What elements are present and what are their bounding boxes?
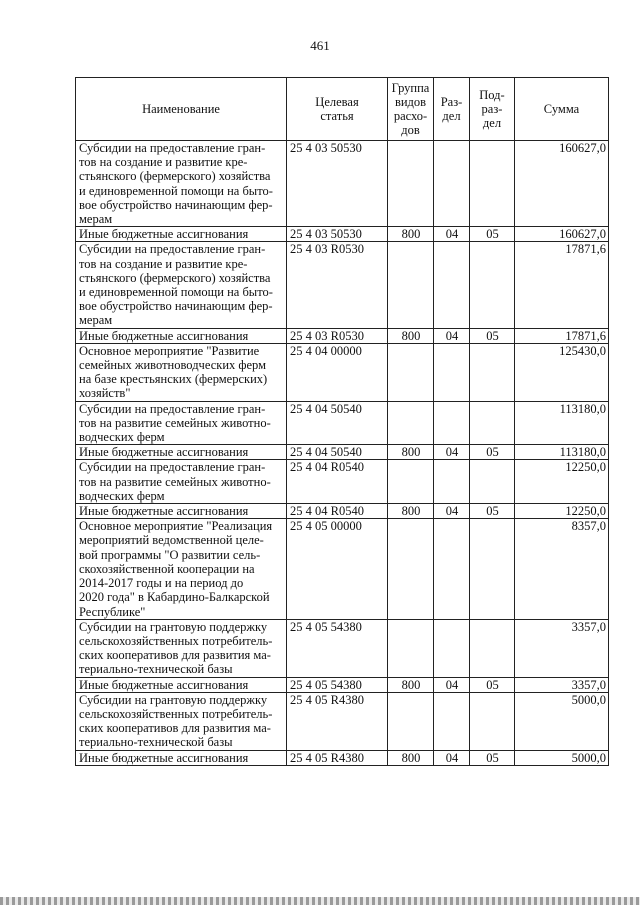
table-row	[76, 519, 609, 619]
row-target-article-cell: 25 4 05 54380	[287, 619, 388, 677]
row-section-cell	[434, 619, 470, 677]
row-subsection-cell: 05	[470, 750, 515, 765]
row-name-cell: Иные бюджетные ассигнования	[76, 227, 287, 242]
row-section-cell: 04	[434, 227, 470, 242]
row-name-cell: Иные бюджетные ассигнования	[76, 445, 287, 460]
row-expense-group-cell	[388, 460, 434, 504]
header-section: Раз- дел	[434, 78, 470, 141]
row-subsection-cell: 05	[470, 445, 515, 460]
table-row	[76, 401, 609, 445]
row-expense-group-cell: 800	[388, 677, 434, 692]
row-subsection-cell	[470, 401, 515, 445]
row-subsection-cell: 05	[470, 227, 515, 242]
row-expense-group-cell	[388, 692, 434, 750]
row-name-cell: Субсидии на предоставление гран- тов на создание и развитие кре- стьянского (фермерского) хозяйства и единовременной помощи на быто- вое обустройство начинающим фер- мерам	[76, 141, 287, 227]
row-subsection-cell	[470, 692, 515, 750]
row-subsection-cell	[470, 343, 515, 401]
table-row	[76, 677, 609, 692]
row-sum-cell: 5000,0	[515, 750, 609, 765]
table-row	[76, 460, 609, 504]
row-section-cell	[434, 692, 470, 750]
row-sum-cell: 113180,0	[515, 401, 609, 445]
row-subsection-cell	[470, 460, 515, 504]
row-target-article-cell: 25 4 04 00000	[287, 343, 388, 401]
row-sum-cell: 12250,0	[515, 504, 609, 519]
row-name-cell: Иные бюджетные ассигнования	[76, 677, 287, 692]
row-target-article-cell: 25 4 03 50530	[287, 141, 388, 227]
row-expense-group-cell	[388, 242, 434, 328]
row-sum-cell: 17871,6	[515, 242, 609, 328]
row-target-article-cell: 25 4 04 50540	[287, 401, 388, 445]
row-subsection-cell: 05	[470, 677, 515, 692]
table-row	[76, 750, 609, 765]
row-subsection-cell: 05	[470, 504, 515, 519]
row-section-cell: 04	[434, 750, 470, 765]
row-section-cell	[434, 401, 470, 445]
row-section-cell	[434, 460, 470, 504]
page-bottom-edge	[0, 897, 640, 905]
row-sum-cell: 160627,0	[515, 141, 609, 227]
table-row	[76, 445, 609, 460]
table-row	[76, 227, 609, 242]
row-section-cell	[434, 519, 470, 619]
row-sum-cell: 3357,0	[515, 677, 609, 692]
row-sum-cell: 12250,0	[515, 460, 609, 504]
header-expense-group: Группа видов расхо- дов	[388, 78, 434, 141]
row-expense-group-cell	[388, 141, 434, 227]
row-target-article-cell: 25 4 05 00000	[287, 519, 388, 619]
row-name-cell: Иные бюджетные ассигнования	[76, 750, 287, 765]
row-section-cell: 04	[434, 677, 470, 692]
row-target-article-cell: 25 4 04 R0540	[287, 504, 388, 519]
budget-table	[75, 77, 609, 766]
row-name-cell: Основное мероприятие "Развитие семейных животноводческих ферм на базе крестьянских (фермерских) хозяйств"	[76, 343, 287, 401]
row-sum-cell: 17871,6	[515, 328, 609, 343]
page-number: 461	[310, 38, 330, 53]
row-sum-cell: 125430,0	[515, 343, 609, 401]
row-expense-group-cell: 800	[388, 750, 434, 765]
row-expense-group-cell	[388, 619, 434, 677]
row-expense-group-cell: 800	[388, 445, 434, 460]
row-target-article-cell: 25 4 04 R0540	[287, 460, 388, 504]
header-sum: Сумма	[515, 78, 609, 141]
table-row	[76, 242, 609, 328]
row-sum-cell: 8357,0	[515, 519, 609, 619]
row-sum-cell: 3357,0	[515, 619, 609, 677]
row-expense-group-cell: 800	[388, 504, 434, 519]
row-sum-cell: 113180,0	[515, 445, 609, 460]
row-name-cell: Основное мероприятие "Реализация мероприятий ведомственной целе- вой программы "О развитии сель- скохозяйственной кооперации на 2014-2017 годы и на период до 2020 года" в Кабардино-Балкарской Республике"	[76, 519, 287, 619]
table-row	[76, 328, 609, 343]
header-name: Наименование	[76, 78, 287, 141]
row-name-cell: Иные бюджетные ассигнования	[76, 504, 287, 519]
table-row	[76, 619, 609, 677]
row-section-cell: 04	[434, 328, 470, 343]
row-target-article-cell: 25 4 03 50530	[287, 227, 388, 242]
row-subsection-cell	[470, 619, 515, 677]
row-subsection-cell: 05	[470, 328, 515, 343]
row-subsection-cell	[470, 519, 515, 619]
row-target-article-cell: 25 4 04 50540	[287, 445, 388, 460]
row-target-article-cell: 25 4 03 R0530	[287, 242, 388, 328]
row-section-cell	[434, 242, 470, 328]
row-expense-group-cell: 800	[388, 227, 434, 242]
row-target-article-cell: 25 4 05 R4380	[287, 750, 388, 765]
row-expense-group-cell	[388, 519, 434, 619]
table-row	[76, 141, 609, 227]
row-expense-group-cell	[388, 343, 434, 401]
row-expense-group-cell	[388, 401, 434, 445]
row-section-cell: 04	[434, 504, 470, 519]
table-row	[76, 504, 609, 519]
row-name-cell: Субсидии на предоставление гран- тов на развитие семейных животно- водческих ферм	[76, 401, 287, 445]
row-expense-group-cell: 800	[388, 328, 434, 343]
row-name-cell: Субсидии на грантовую поддержку сельскохозяйственных потребитель- ских кооперативов для развития ма- териально-технической базы	[76, 692, 287, 750]
table-header-row	[76, 78, 609, 141]
row-name-cell: Иные бюджетные ассигнования	[76, 328, 287, 343]
row-name-cell: Субсидии на предоставление гран- тов на создание и развитие кре- стьянского (фермерского) хозяйства и единовременной помощи на быто- вое обустройство начинающим фер- мерам	[76, 242, 287, 328]
row-subsection-cell	[470, 141, 515, 227]
row-section-cell: 04	[434, 445, 470, 460]
row-sum-cell: 5000,0	[515, 692, 609, 750]
row-sum-cell: 160627,0	[515, 227, 609, 242]
header-target-article: Целевая статья	[287, 78, 388, 141]
table-row	[76, 343, 609, 401]
header-subsection: Под- раз- дел	[470, 78, 515, 141]
row-target-article-cell: 25 4 03 R0530	[287, 328, 388, 343]
row-target-article-cell: 25 4 05 54380	[287, 677, 388, 692]
row-name-cell: Субсидии на грантовую поддержку сельскохозяйственных потребитель- ских кооперативов для развития ма- териально-технической базы	[76, 619, 287, 677]
table-row	[76, 692, 609, 750]
row-section-cell	[434, 343, 470, 401]
row-target-article-cell: 25 4 05 R4380	[287, 692, 388, 750]
row-section-cell	[434, 141, 470, 227]
row-subsection-cell	[470, 242, 515, 328]
row-name-cell: Субсидии на предоставление гран- тов на развитие семейных животно- водческих ферм	[76, 460, 287, 504]
